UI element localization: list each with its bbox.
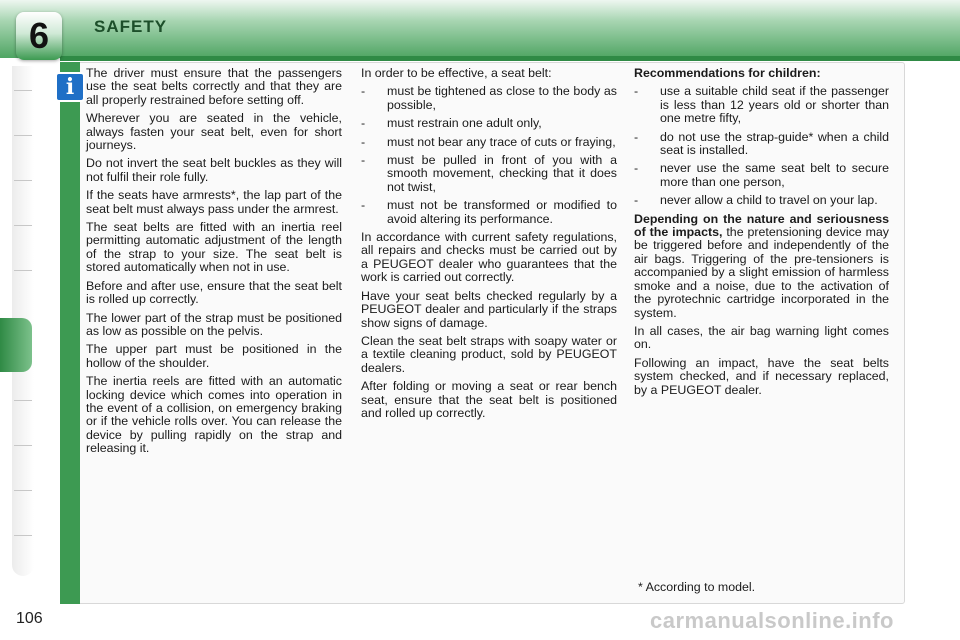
chapter-tab-4[interactable] [14, 225, 32, 226]
list-item [361, 117, 617, 130]
paragraph: Clean the seat belt straps with soapy water or a textile cleaning product, sold by PEUGEOT dealers. [361, 333, 617, 375]
chapter-title: SAFETY [94, 17, 168, 36]
paragraph: Before and after use, ensure that the seat belt is rolled up correctly. [86, 278, 342, 307]
list-item [634, 85, 889, 125]
paragraph: In accordance with current safety regulations, all repairs and checks must be carried out by a PEUGEOT dealer who guarantees that the work is carried out correctly. [361, 230, 617, 285]
paragraph: Wherever you are seated in the vehicle, always fasten your seat belt, even for short journeys. [86, 111, 342, 153]
list-item-text: do not use the strap-guide* when a child seat is installed. [660, 129, 889, 158]
chapter-number: 6 [28, 15, 50, 56]
list-item-text: never allow a child to travel on your lap. [660, 193, 878, 208]
chapter-tab-7[interactable] [14, 400, 32, 401]
chapter-number-badge[interactable] [16, 12, 62, 60]
paragraph-rest: the pretensioning device may be triggered before and independently of the air bags. Triggering of the pre-tensioners is accompanied by a slight emission of harmless smoke and a noise, due to the activation of the pyrotechnic cartridge incorporated in the system. [634, 225, 889, 320]
list-item [361, 199, 617, 226]
bullet: - [634, 129, 639, 144]
bullet: - [361, 198, 366, 213]
paragraph: In all cases, the air bag warning light comes on. [634, 323, 889, 352]
bullet: - [634, 193, 639, 208]
page-number: 106 [16, 610, 43, 627]
bullet: - [634, 161, 639, 176]
bullet: - [634, 84, 639, 99]
bold-lead: Depending on the nature and seriousness of the impacts, [634, 211, 889, 240]
chapter-tab-1[interactable] [14, 90, 32, 91]
column-general-rules [86, 67, 342, 461]
list-item-text: must not be transformed or modified to avoid altering its performance. [387, 198, 617, 226]
list-item-text: must be tightened as close to the body as possible, [387, 84, 617, 112]
column-children [634, 67, 889, 402]
bullet: - [361, 134, 366, 149]
bullet: - [361, 84, 366, 99]
paragraph-pretensioning [634, 213, 889, 320]
list-item [634, 131, 889, 158]
chapter-tab-9[interactable] [14, 490, 32, 491]
paragraph: The upper part must be positioned in the hollow of the shoulder. [86, 342, 342, 370]
column-effectiveness [361, 67, 617, 425]
paragraph: Following an impact, have the seat belts system checked, and if necessary replaced, by a PEUGEOT dealer. [634, 355, 889, 397]
list-item-text: use a suitable child seat if the passenger is less than 12 years old or shorter than one metre fifty, [660, 84, 889, 126]
paragraph: After folding or moving a seat or rear bench seat, ensure that the seat belt is positioned and rolled up correctly. [361, 379, 617, 420]
section-heading: Recommendations for children: [634, 66, 821, 80]
info-icon: i [55, 72, 85, 102]
bullet: - [361, 116, 366, 131]
paragraph: The lower part of the strap must be positioned as low as possible on the pelvis. [86, 310, 342, 338]
list-item [361, 136, 617, 149]
footnote: * According to model. [638, 580, 756, 594]
paragraph: The inertia reels are fitted with an automatic locking device which comes into operation in the event of a collision, on emergency braking or if the vehicle rolls over. You can release the device by pulling rapidly on the strap and releasing it. [86, 374, 342, 456]
paragraph: Do not invert the seat belt buckles as they will not fulfil their role fully. [86, 156, 342, 184]
list-item-text: must restrain one adult only, [387, 116, 542, 131]
paragraph: Have your seat belts checked regularly by a PEUGEOT dealer and particularly if the straps show signs of damage. [361, 288, 617, 330]
header-divider [60, 56, 960, 61]
list-item-text: must not bear any trace of cuts or fraying, [387, 134, 616, 149]
paragraph: The driver must ensure that the passengers use the seat belts correctly and that they are all properly restrained before setting off. [86, 66, 342, 107]
content-accent-strip [60, 62, 80, 604]
list-item [634, 162, 889, 189]
list-item [634, 194, 889, 207]
intro-text: In order to be effective, a seat belt: [361, 66, 552, 80]
chapter-tab-active[interactable] [0, 318, 32, 372]
list-item-text: must be pulled in front of you with a smooth movement, checking that it does not twist, [387, 153, 617, 194]
bullet: - [361, 153, 366, 168]
chapter-tab-2[interactable] [14, 135, 32, 136]
chapter-tab-5[interactable] [14, 270, 32, 271]
watermark: carmanualsonline.info [650, 608, 894, 633]
paragraph: If the seats have armrests*, the lap part of the seat belt must always pass under the armrest. [86, 188, 342, 216]
chapter-tab-3[interactable] [14, 180, 32, 181]
list-item-text: never use the same seat belt to secure more than one person, [660, 161, 889, 189]
chapter-tab-10[interactable] [14, 535, 32, 536]
chapter-tab-8[interactable] [14, 445, 32, 446]
list-item [361, 85, 617, 112]
list-item [361, 154, 617, 194]
paragraph: The seat belts are fitted with an inertia reel permitting automatic adjustment of the length of the strap to your size. The seat belt is stored automatically when not in use. [86, 220, 342, 275]
